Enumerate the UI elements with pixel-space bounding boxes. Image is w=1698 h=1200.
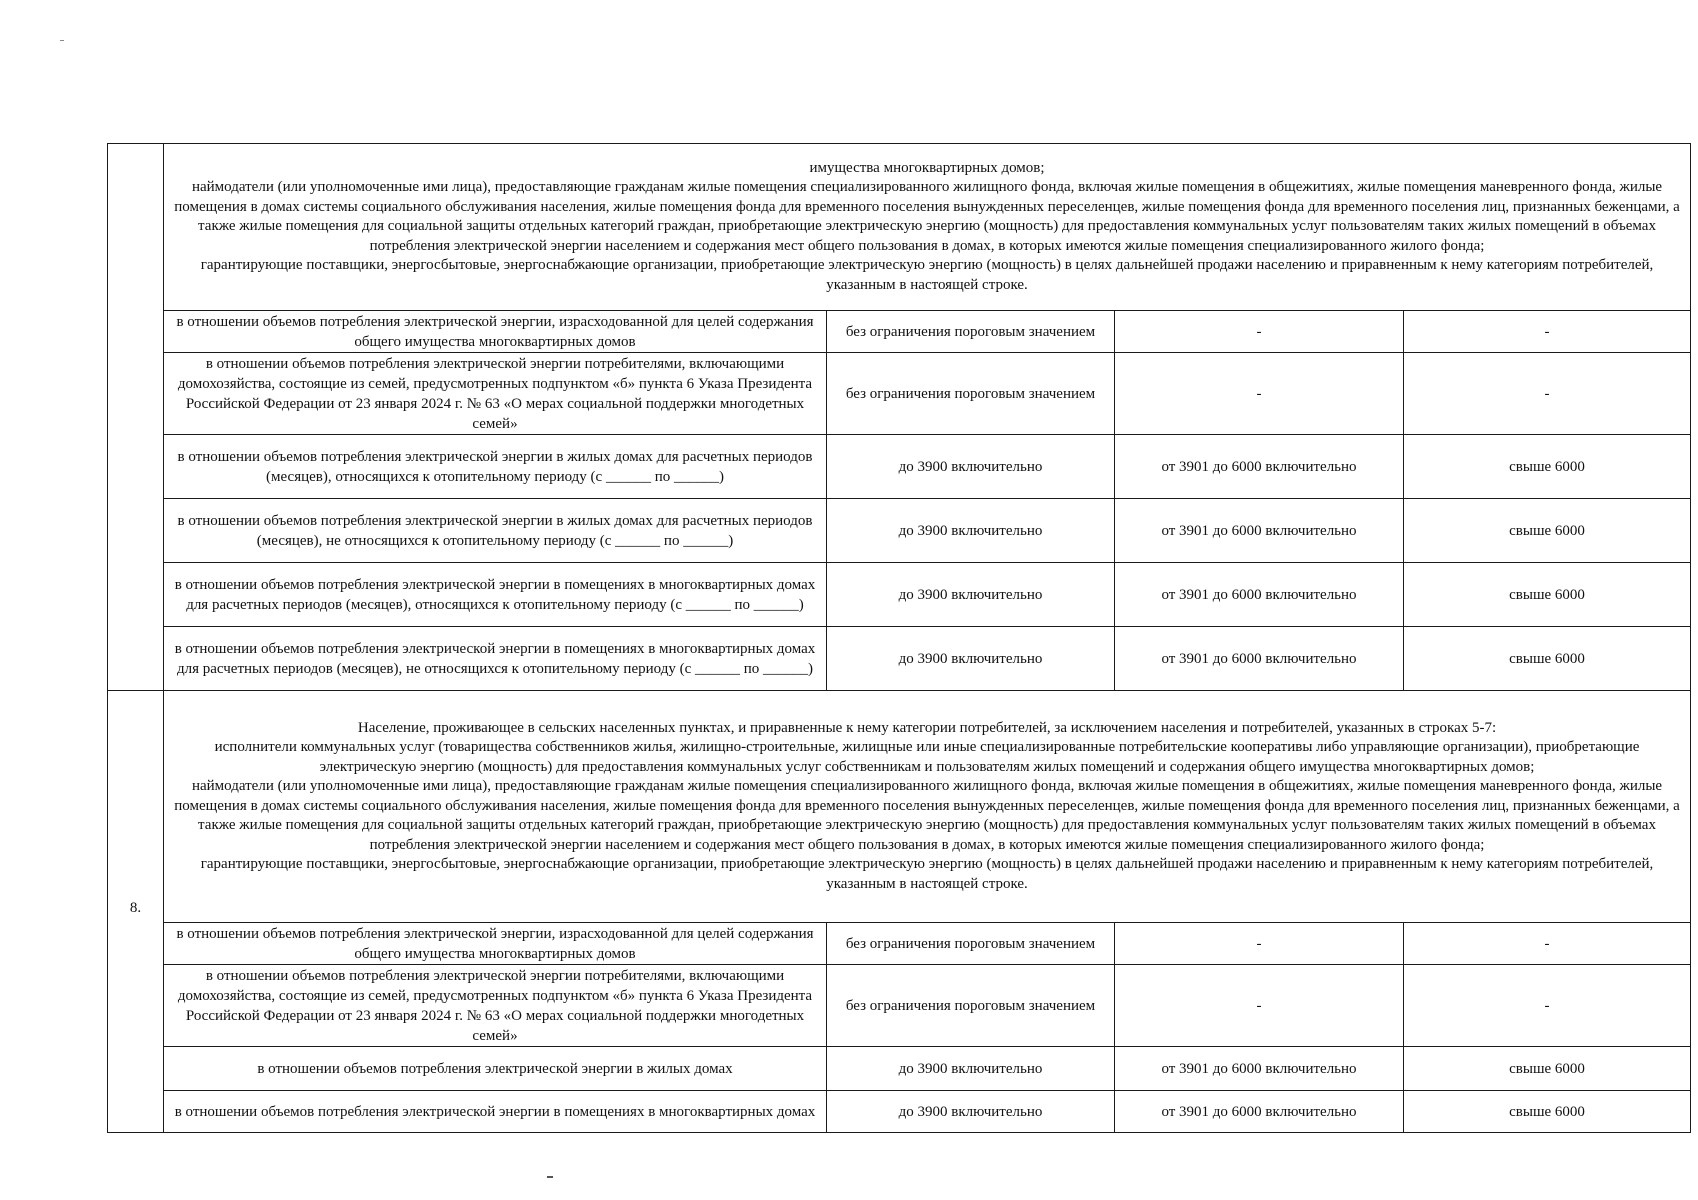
threshold-low: до 3900 включительно <box>827 627 1115 691</box>
threshold-low: до 3900 включительно <box>827 1047 1115 1091</box>
table-row <box>108 435 1691 499</box>
threshold-low: без ограничения пороговым значением <box>827 353 1115 435</box>
threshold-low: до 3900 включительно <box>827 563 1115 627</box>
section-8-header-line: исполнители коммунальных услуг (товарищества собственников жилья, жилищно-строительные, жилищные или иные специализированные потребительские кооперативы либо управляющие организации), приобретающие электрическую энергию (мощность) для предоставления коммунальных услуг собственникам и пользователям жилых помещений и содержания общего имущества многоквартирных домов; <box>214 739 1640 775</box>
threshold-low: без ограничения пороговым значением <box>827 311 1115 353</box>
section-a-header-line: наймодатели (или уполномоченные ими лица), предоставляющие гражданам жилые помещения специализированного жилищного фонда, включая жилые помещения в общежитиях, жилые помещения маневренного фонда, жилые помещения в домах системы социального обслуживания населения, жилые помещения фонда для временного поселения вынужденных переселенцев, жилые помещения фонда для временного поселения лиц, признанных беженцами, а также жилые помещения для социальной защиты отдельных категорий граждан, приобретающие электрическую энергию (мощность) для предоставления коммунальных услуг пользователям таких жилых помещений в объемах потребления электрической энергии населением и содержания мест общего пользования в домах, в которых имеются жилые помещения специализированного жилого фонда; <box>174 179 1680 254</box>
threshold-high: свыше 6000 <box>1404 563 1691 627</box>
row-description: в отношении объемов потребления электрической энергии потребителями, включающими домохозяйства, состоящие из семей, предусмотренных подпунктом «б» пункта 6 Указа Президента Российской Федерации от 23 января 2024 г. № 63 «О мерах социальной поддержки многодетных семей» <box>164 965 827 1047</box>
table-row <box>108 923 1691 965</box>
row-description: в отношении объемов потребления электрической энергии в помещениях в многоквартирных домах для расчетных периодов (месяцев), не относящихся к отопительному периоду (с ______ по ______) <box>164 627 827 691</box>
row-description: в отношении объемов потребления электрической энергии в жилых домах для расчетных периодов (месяцев), относящихся к отопительному периоду (с ______ по ______) <box>164 435 827 499</box>
row-description: в отношении объемов потребления электрической энергии в жилых домах <box>164 1047 827 1091</box>
table-row <box>108 499 1691 563</box>
section-8-number-cell <box>108 691 164 1133</box>
section-8-header-line: Население, проживающее в сельских населенных пунктах, и приравненные к нему категории потребителей, за исключением населения и потребителей, указанных в строках 5-7: <box>357 719 1497 736</box>
threshold-mid: - <box>1115 353 1404 435</box>
section-a-number-cell <box>108 144 164 691</box>
row-description: в отношении объемов потребления электрической энергии в помещениях в многоквартирных домах для расчетных периодов (месяцев), относящихся к отопительному периоду (с ______ по ______) <box>164 563 827 627</box>
scan-speck <box>547 1176 553 1178</box>
section-8-header-cell <box>164 691 1691 923</box>
threshold-high: свыше 6000 <box>1404 627 1691 691</box>
threshold-high: свыше 6000 <box>1404 1047 1691 1091</box>
table-row <box>108 1047 1691 1091</box>
threshold-low: до 3900 включительно <box>827 1091 1115 1133</box>
row-description: в отношении объемов потребления электрической энергии, израсходованной для целей содержания общего имущества многоквартирных домов <box>164 311 827 353</box>
section-a-header-cell <box>164 144 1691 311</box>
threshold-mid: от 3901 до 6000 включительно <box>1115 499 1404 563</box>
threshold-high: - <box>1404 353 1691 435</box>
table-row <box>108 311 1691 353</box>
row-description: в отношении объемов потребления электрической энергии потребителями, включающими домохозяйства, состоящие из семей, предусмотренных подпунктом «б» пункта 6 Указа Президента Российской Федерации от 23 января 2024 г. № 63 «О мерах социальной поддержки многодетных семей» <box>164 353 827 435</box>
threshold-low: до 3900 включительно <box>827 499 1115 563</box>
threshold-high: свыше 6000 <box>1404 499 1691 563</box>
threshold-mid: от 3901 до 6000 включительно <box>1115 1091 1404 1133</box>
table-row <box>108 627 1691 691</box>
threshold-mid: - <box>1115 311 1404 353</box>
threshold-high: - <box>1404 965 1691 1047</box>
section-a-header-line: имущества многоквартирных домов; <box>809 159 1045 176</box>
section-a-header-line: гарантирующие поставщики, энергосбытовые, энергоснабжающие организации, приобретающие электрическую энергию (мощность) в целях дальнейшей продажи населению и приравненным к нему категориям потребителей, указанным в настоящей строке. <box>200 257 1654 293</box>
tariff-table <box>107 143 1691 1133</box>
row-description: в отношении объемов потребления электрической энергии в жилых домах для расчетных периодов (месяцев), не относящихся к отопительному периоду (с ______ по ______) <box>164 499 827 563</box>
table-row <box>108 1091 1691 1133</box>
threshold-mid: от 3901 до 6000 включительно <box>1115 435 1404 499</box>
row-description: в отношении объемов потребления электрической энергии в помещениях в многоквартирных домах <box>164 1091 827 1133</box>
threshold-high: свыше 6000 <box>1404 1091 1691 1133</box>
threshold-low: до 3900 включительно <box>827 435 1115 499</box>
threshold-mid: от 3901 до 6000 включительно <box>1115 563 1404 627</box>
threshold-mid: от 3901 до 6000 включительно <box>1115 1047 1404 1091</box>
threshold-high: - <box>1404 923 1691 965</box>
section-8-header-line: гарантирующие поставщики, энергосбытовые, энергоснабжающие организации, приобретающие электрическую энергию (мощность) в целях дальнейшей продажи населению и приравненным к нему категориям потребителей, указанным в настоящей строке. <box>200 856 1654 892</box>
threshold-high: свыше 6000 <box>1404 435 1691 499</box>
threshold-mid: - <box>1115 965 1404 1047</box>
scan-speck <box>60 40 64 41</box>
threshold-low: без ограничения пороговым значением <box>827 965 1115 1047</box>
table-row <box>108 353 1691 435</box>
table-row <box>108 965 1691 1047</box>
row-number: 8. <box>129 900 142 916</box>
section-a-header-row <box>108 144 1691 311</box>
threshold-low: без ограничения пороговым значением <box>827 923 1115 965</box>
row-description: в отношении объемов потребления электрической энергии, израсходованной для целей содержания общего имущества многоквартирных домов <box>164 923 827 965</box>
section-8-header-row <box>108 691 1691 923</box>
threshold-mid: - <box>1115 923 1404 965</box>
table-row <box>108 563 1691 627</box>
threshold-mid: от 3901 до 6000 включительно <box>1115 627 1404 691</box>
section-8-header-line: наймодатели (или уполномоченные ими лица), предоставляющие гражданам жилые помещения специализированного жилищного фонда, включая жилые помещения в общежитиях, жилые помещения маневренного фонда, жилые помещения в домах системы социального обслуживания населения, жилые помещения фонда для временного поселения вынужденных переселенцев, жилые помещения фонда для временного поселения лиц, признанных беженцами, а также жилые помещения для социальной защиты отдельных категорий граждан, приобретающие электрическую энергию (мощность) для предоставления коммунальных услуг пользователям таких жилых помещений в объемах потребления электрической энергии населением и содержания мест общего пользования в домах, в которых имеются жилые помещения специализированного жилого фонда; <box>174 778 1680 853</box>
threshold-high: - <box>1404 311 1691 353</box>
